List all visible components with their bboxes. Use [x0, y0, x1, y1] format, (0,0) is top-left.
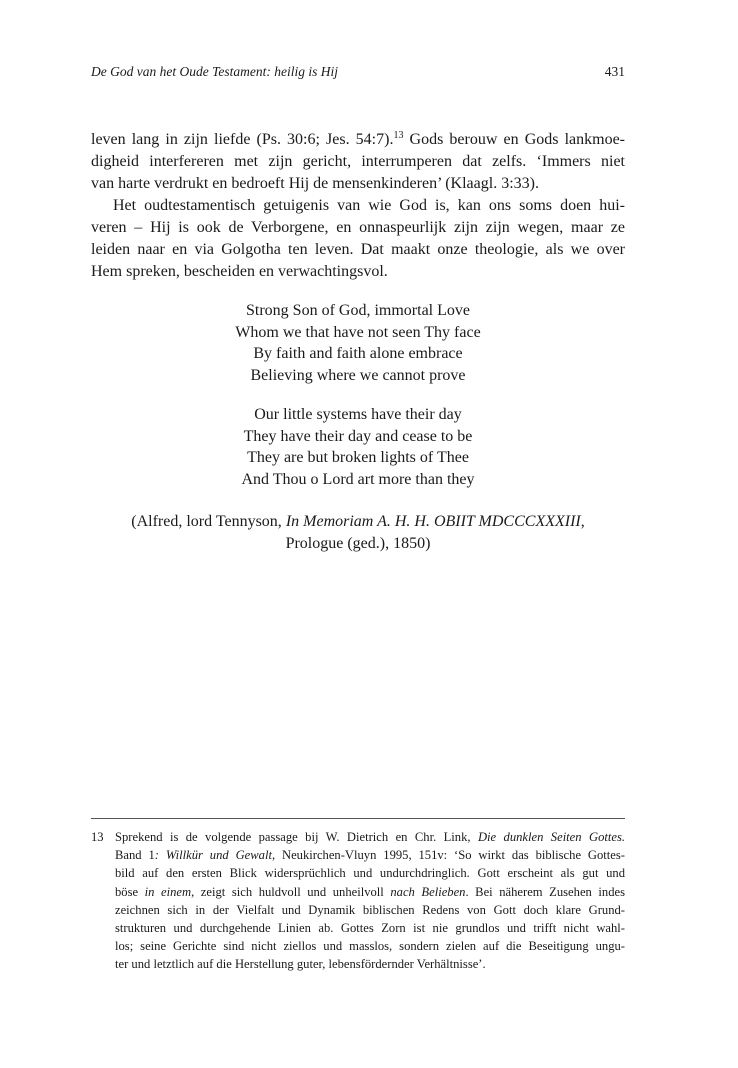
emphasis: in einem	[144, 884, 192, 899]
poem-stanza-1	[91, 300, 625, 386]
book-title: Die dunklen Seiten Gottes.	[477, 830, 626, 844]
body-text	[91, 129, 625, 283]
footnote-line: los; seine Gerichte sind nicht ziellos und masslos, sondern zielen auf die Beseitigung ungu-	[115, 939, 625, 954]
paragraph-2	[91, 195, 625, 283]
footnote-number: 13	[91, 830, 104, 844]
footnote-body	[115, 828, 625, 974]
poem-attribution	[91, 511, 625, 555]
attribution-line-2: Prologue (ged.), 1850)	[285, 535, 431, 552]
paragraph-2-line-3: leiden naar en via Golgotha ten leven. Dat maakt onze theologie, als we over	[91, 241, 625, 258]
text-run: böse	[115, 884, 145, 899]
footnote-line	[115, 828, 625, 846]
footnote-ref-13[interactable]: 13	[393, 130, 404, 141]
paragraph-2-line-4: Hem spreken, bescheiden en verwachtingsvol.	[91, 263, 388, 280]
text-run: Band 1	[115, 848, 155, 863]
poem-line: Strong Son of God, immortal Love	[246, 302, 470, 319]
poem-line: Whom we that have not seen Thy face	[235, 323, 481, 341]
poem-line: Believing where we cannot prove	[250, 366, 466, 384]
poem-line: They have their day and cease to be	[243, 427, 473, 445]
footnote-line	[115, 883, 625, 901]
footnote-line: zeichnen sich in der Vielfalt und Dynamik biblischen Redens von Gott doch klare Grund-	[115, 902, 625, 917]
text-run: Sprekend is de volgende passage bij W. Dietrich en Chr. Link,	[115, 830, 478, 844]
text-run: , zeigt sich huldvoll und unheilvoll	[191, 884, 391, 899]
poem-line: Our little systems have their day	[254, 406, 462, 423]
footnote-line	[115, 846, 625, 864]
running-title: De God van het Oude Testament: heilig is Hij	[91, 64, 338, 79]
poem-line: By faith and faith alone embrace	[253, 345, 463, 362]
paragraph-2-line-1: Het oudtestamentisch getuigenis van wie God is, kan ons soms doen hui-	[113, 197, 625, 214]
paragraph-1-line-3: van harte verdrukt en bedroeft Hij de mensenkinderen’ (Klaagl. 3:33).	[91, 175, 539, 192]
poem-line: And Thou o Lord art more than they	[241, 470, 475, 488]
emphasis: nach Belieben	[390, 884, 466, 899]
attribution-work-title: In Memoriam A. H. H. OBIIT MDCCCXXXIII	[285, 513, 581, 530]
paragraph-1-line-1	[91, 129, 625, 151]
footnote-13	[91, 828, 625, 974]
footnote-separator	[91, 818, 625, 819]
paragraph-2-line-2: veren – Hij is ook de Verborgene, en onnaspeurlijk zijn zijn wegen, maar ze	[91, 219, 625, 236]
text-run: . Bei näherem Zusehen indes	[465, 884, 625, 899]
text-run: leven lang in zijn liefde (Ps. 30:6; Jes. 54:7).	[91, 131, 394, 148]
paragraph-1-line-2: digheid interfereren met zijn gericht, interrumperen dat zelfs. ‘Immers niet	[91, 153, 625, 170]
running-header	[91, 64, 625, 84]
attribution-comma: ,	[580, 513, 585, 530]
footnote-line: bild auf den ersten Blick widersprüchlich und undurchdringlich. Gott erscheint als gut und	[115, 866, 625, 881]
paragraph-1	[91, 129, 625, 195]
poem-stanza-2	[91, 404, 625, 490]
book-subtitle: : Willkür und Gewalt	[154, 848, 272, 863]
attribution-line-1	[91, 511, 625, 533]
footnote-line: strukturen und durchgehende Linien ab. Gottes Zorn ist nie grundlos und trifft nicht wahl-	[115, 921, 625, 936]
text-run: , Neukirchen-Vluyn 1995, 151v: ‘So wirkt das biblische Gottes-	[271, 848, 625, 863]
poem-line: They are but broken lights of Thee	[247, 449, 469, 466]
attribution-author: (Alfred, lord Tennyson,	[131, 513, 286, 530]
text-run: Gods berouw en Gods lankmoe-	[403, 131, 625, 148]
page-number: 431	[604, 64, 625, 79]
footnote-line: ter und letztlich auf die Herstellung guter, lebensfördernder Verhältnisse’.	[115, 957, 486, 972]
